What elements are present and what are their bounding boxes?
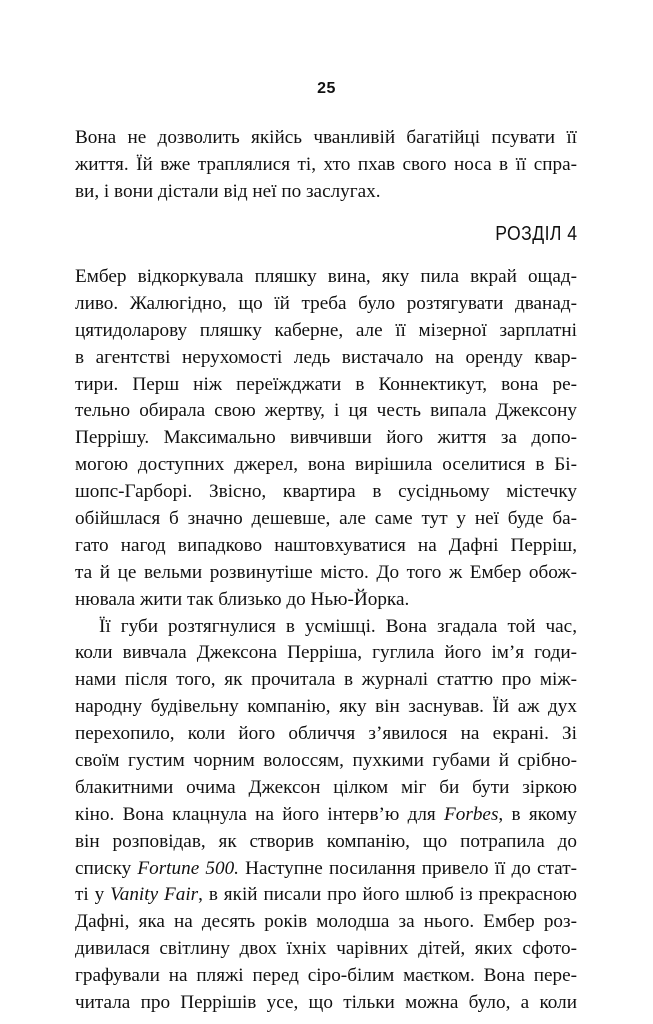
text-line: гато нагод випадково наштовхуватися на Дафні Перріш, — [75, 534, 577, 556]
text-line — [75, 882, 577, 909]
text-line: нами після того, як прочитала в журналі статтю про між- — [75, 669, 577, 691]
page-number: 25 — [317, 80, 336, 97]
text-line: Перрішу. Максимально вивчивши його життя за допо- — [75, 427, 577, 449]
text-line: та й це вельми розвинутіше місто. До того ж Ембер обож- — [75, 561, 577, 583]
text-line: коли вивчала Джексона Перріша, гуглила його ім’я годи- — [75, 642, 577, 664]
text-line: читала про Перрішів усе, що тільки можна було, а коли — [75, 992, 577, 1014]
text-segment: , в якому — [498, 803, 577, 825]
text-line: нювала жити так близько до Нью-Йорка. — [75, 588, 410, 610]
text-segment: ті у — [75, 884, 111, 906]
italic-title: Fortune 500. — [137, 857, 239, 879]
chapter-body — [75, 264, 577, 1017]
text-segment: , в якій писали про його шлюб із прекрасною — [198, 884, 578, 906]
text-segment: Наступне посилання привело її до стат- — [238, 857, 577, 879]
chapter-heading: РОЗДІЛ 4 — [494, 223, 577, 245]
text-segment: списку — [75, 857, 138, 879]
text-line: шопс-Гарборі. Звісно, квартира в сусідньому містечку — [75, 481, 577, 503]
italic-title: Forbes — [444, 803, 499, 825]
italic-title: Vanity Fair — [110, 884, 199, 906]
text-line: обійшлася б значно дешевше, але саме тут у неї буде ба- — [75, 508, 577, 530]
text-line: тири. Перш ніж переїжджати в Коннектикут, вона ре- — [75, 373, 577, 395]
text-line: блакитними очима Джексон цілком міг би бути зіркою — [75, 776, 577, 798]
text-line: Дафні, яка на десять років молодша за нього. Ембер роз- — [75, 911, 577, 933]
text-line: перехопило, коли його обличчя з’явилося на екрані. Зі — [75, 723, 577, 745]
text-line — [75, 856, 577, 883]
text-line: ви, і вони дістали від неї по заслугах. — [75, 180, 381, 202]
text-line: своїм густим чорним волоссям, пухкими губами й срібно- — [75, 750, 577, 772]
text-line: народну будівельну компанію, яку він заснував. Їй аж дух — [75, 696, 577, 718]
text-line: Її губи розтягнулися в усмішці. Вона згадала той час, — [99, 615, 577, 637]
text-line: цятидоларову пляшку каберне, але її мізерної зарплатні — [75, 319, 577, 341]
intro-paragraph — [75, 125, 577, 206]
text-line: графували на пляжі перед сіро-білим маєтком. Вона пере- — [75, 965, 577, 987]
text-line: могою доступних джерел, вона вирішила оселитися в Бі- — [75, 454, 577, 476]
text-line: в агентстві нерухомості ледь вистачало на оренду квар- — [75, 346, 577, 368]
text-line: ливо. Жалюгідно, що їй треба було розтягувати дванад- — [75, 292, 577, 314]
text-line: Вона не дозволить якійсь чванливій багатійці псувати її — [75, 127, 577, 148]
text-line — [75, 802, 577, 829]
text-line: Ембер відкоркувала пляшку вина, яку пила вкрай ощад- — [75, 266, 577, 287]
text-line: життя. Їй вже траплялися ті, хто пхав свого носа в її спра- — [75, 153, 577, 175]
text-line: дивилася світлину двох їхніх чарівних дітей, яких сфото- — [75, 938, 577, 960]
text-line: тельно обирала свою жертву, і ця честь випала Джексону — [75, 400, 577, 422]
text-line: він розповідав, як створив компанію, що потрапила до — [75, 830, 577, 852]
text-segment: кіно. Вона клацнула на його інтерв’ю для — [75, 803, 445, 825]
